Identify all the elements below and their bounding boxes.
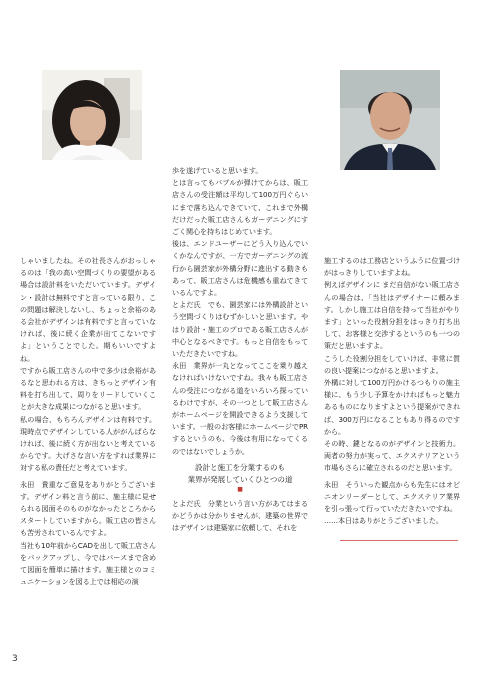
paragraph: ですから販工店さんの中で多少は余裕があるなと思われる方は、きちっとデザイン有料を打ち出して、周りをリードしていくことが大きな成果につながると思います。 bbox=[20, 365, 156, 412]
paragraph: とは言ってもバブルが弾けてからは、販工店さんの受注額は平均して100万円ぐらいにまで落ち込んできていて、これまで外構だけだった販工店さんもガーデニングにすごく関心を持ちはじめています。 bbox=[172, 178, 308, 237]
text-column-2 bbox=[172, 165, 308, 534]
section-heading-line-2: 業界が発展していくひとつの道 bbox=[187, 474, 293, 484]
section-heading bbox=[172, 462, 308, 494]
paragraph: 後は、エンドユーザーにどう入り込んでいくかなんですが、一方でガーデニングの流行から園芸家が外構分野に進出する動きもあって、販工店さんは危機感も重ねてきているんですよ。 bbox=[172, 239, 308, 298]
page-number: 3 bbox=[12, 654, 18, 664]
photo-man bbox=[340, 70, 440, 170]
paragraph: 私の場合、もちろんデザインは有料です。現時点でデザインしている人ががんばらなければ、後に続く方が出ないと考えているからです。大げさな言い方をすれば業界に対する私の責任だと考えています。 bbox=[20, 414, 156, 473]
paragraph: 永田 業界が一丸となってここを乗り越えなければいけないですね。我々も販工店さんの受注につながる道をいろいろ探っているわけですが、その一つとして販工店さんがホームページを開設できるよう支援しています。一般のお客様にホームページでPRするというのも、今後は有用になってくるのではないでしょうか。 bbox=[172, 361, 308, 456]
paragraph: 永田 そういった観点からも先生にはオピニオンリーダーとして、エクステリア業界を引っ張って行っていただきたいですね。 bbox=[324, 479, 460, 514]
paragraph: とよだ氏 でも、園芸家には外構設計という空間づくりはむずかしいと思います。やはり設計・施工のプロである販工店さんが中心となるべきです。もっと自信をもっていただきたいですね。 bbox=[172, 300, 308, 359]
paragraph: 例えばデザインに まだ自信がない販工店さんの場合は、「当社はデザイナーに頼みます。しかし施工は自信を持って当社がやります」といった役割分担をはっきり打ち出して、お客様と交渉するというのも一つの策だと思いますよ。 bbox=[324, 280, 460, 351]
paragraph: ……本日はありがとうございました。 bbox=[324, 516, 443, 526]
paragraph: 歩を遂げていると思います。 bbox=[172, 166, 263, 175]
paragraph: こうした役割分担をしていけば、非常に質の良い提案につながると思いますよ。 bbox=[324, 353, 460, 375]
heading-mark-icon: ■ bbox=[237, 485, 243, 493]
paragraph: 施工するのは工務店というふうに位置づけがはっきりしていますよね。 bbox=[324, 256, 460, 278]
text-column-3 bbox=[324, 255, 460, 527]
paragraph: 永田 貴重なご意見をありがとうございます。デザイン料と言う前に、施主様に見せられる図面そのものがなかったところからスタートしていますから。販工店の皆さんも苦労されているんですよ。 bbox=[20, 479, 156, 538]
paragraph: 当社も10年前からCADを出して販工店さんをバックアップし、今ではパースまで含めて図面を簡単に描けます。施主様とのコミュニケーションを図る上では相応の演 bbox=[20, 540, 156, 587]
paragraph: しゃいましたね。その社長さんがおっしゃるのは「我の高い空間づくりの要望がある場合は設計料をいただいています。デザイン・設計は無料ですと言っている限り、この問題は解決しないし、ちょっと余裕のある会社がデザインは有料ですと言っていなければ、後に続く企業が出てこないですよ」ということでした。期もいいですよね。 bbox=[20, 256, 156, 363]
section-heading-line-1: 設計と施工を分業するのも bbox=[195, 462, 285, 472]
text-column-1 bbox=[20, 255, 156, 588]
end-rule bbox=[340, 540, 458, 541]
photo-woman bbox=[42, 70, 142, 160]
paragraph: その時、鍵となるのがデザインと技術力。両者の努力が実って、エクステリアという市場もさらに確立されるのだと思います。 bbox=[324, 439, 460, 473]
paragraph: 外構に対して100万円かけるつもりの施主様に、もう少し予算をかければもっと魅力あるものになりますよという提案ができれば、300万円になることもあり得るのですから。 bbox=[324, 378, 460, 436]
paragraph: とよだ氏 分業という言い方があてはまるかどうかは分かりませんが、建築の世界ではデザインは建築家に依頼して、それを bbox=[172, 498, 308, 533]
